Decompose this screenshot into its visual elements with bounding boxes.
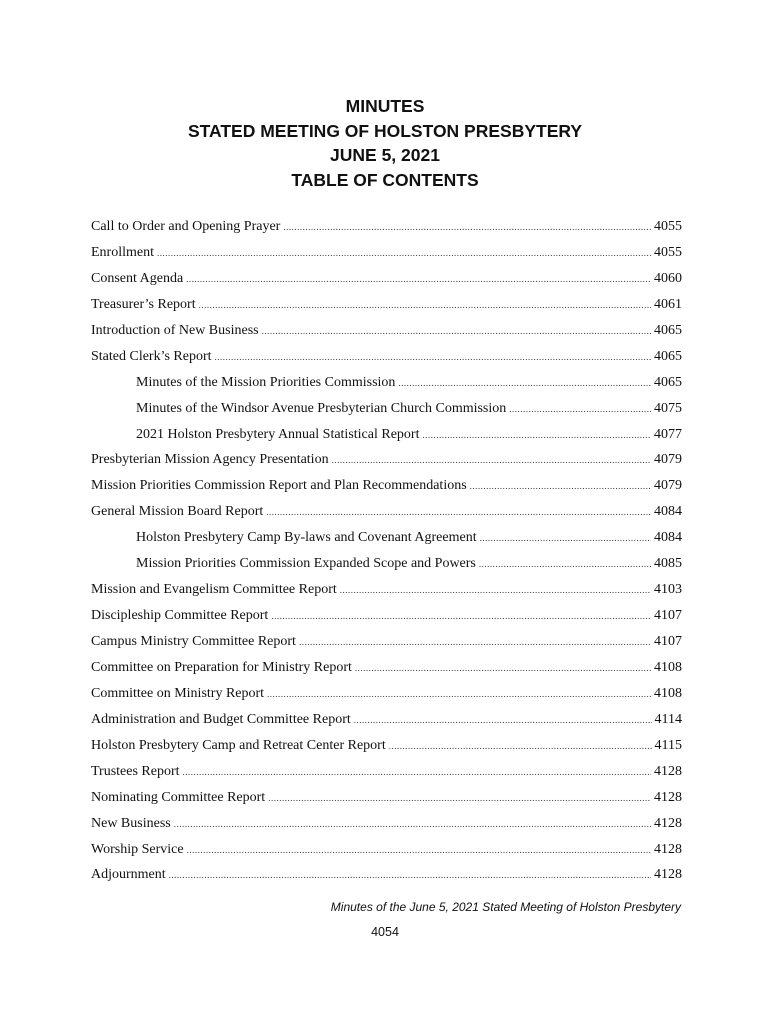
toc-entry-page: 4107 [654,608,682,624]
toc-entry-page: 4128 [654,815,682,831]
toc-entry-label: Mission Priorities Commission Report and Plan Recommendations [91,478,467,494]
toc-entry [91,449,682,475]
toc-entry [91,372,682,398]
toc-entry-label: Introduction of New Business [91,322,259,338]
toc-entry [91,605,682,631]
toc-dot-leader [187,839,651,861]
footer-caption: Minutes of the June 5, 2021 Stated Meeting of Holston Presbytery [330,900,681,914]
toc-entry-page: 4128 [654,763,682,779]
toc-dot-leader [174,813,651,835]
toc-entry-label: Mission Priorities Commission Expanded Scope and Powers [136,556,476,572]
toc-entry-label: Holston Presbytery Camp and Retreat Center Report [91,737,386,753]
toc-entry-page: 4084 [654,504,682,520]
toc-entry-page: 4085 [654,556,682,572]
toc-entry-label: Call to Order and Opening Prayer [91,219,281,234]
toc-entry-label: Discipleship Committee Report [91,608,269,624]
toc-entry-label: Committee on Preparation for Ministry Report [91,659,352,675]
toc-entry [91,683,682,709]
toc-entry-page: 4075 [654,400,682,416]
toc-dot-leader [283,216,651,238]
toc-entry [91,501,682,527]
toc-entry-label: Committee on Ministry Report [91,685,265,701]
toc-entry [91,320,682,346]
toc-dot-leader [262,320,651,342]
toc-entry-label: Mission and Evangelism Committee Report [91,582,337,598]
toc-entry-page: 4108 [654,685,682,701]
toc-entry [91,475,682,501]
toc-entry-page: 4079 [654,452,682,468]
toc-dot-leader [199,294,651,316]
toc-entry-page: 4079 [654,478,682,494]
toc-entry [91,398,682,424]
toc-entry-label: 2021 Holston Presbytery Annual Statistical Report [136,426,420,442]
toc-entry [91,657,682,683]
toc-dot-leader [157,242,651,264]
toc-entry-page: 4065 [654,322,682,338]
toc-entry [91,553,682,579]
toc-entry [91,424,682,450]
title-toc: TABLE OF CONTENTS [291,169,479,190]
toc-entry-label: Treasurer’s Report [91,296,196,312]
toc-dot-leader [480,527,651,549]
toc-entry [91,268,682,294]
toc-entry-label: Nominating Committee Report [91,789,266,805]
toc-entry-page: 4103 [654,582,682,598]
toc-entry-page: 4115 [654,737,682,753]
toc-dot-leader [422,424,651,446]
document-title [0,94,770,192]
toc-dot-leader [299,631,651,653]
toc-entry [91,242,682,268]
toc-dot-leader [398,372,651,394]
toc-dot-leader [509,398,651,420]
toc-entry-page: 4128 [654,841,682,857]
title-meeting: STATED MEETING OF HOLSTON PRESBYTERY [187,120,583,141]
toc-dot-leader [271,605,651,627]
toc-entry-label: Trustees Report [91,763,180,779]
toc-entry-page: 4108 [654,659,682,675]
toc-dot-leader [340,579,651,601]
toc-dot-leader [169,864,651,886]
title-date: JUNE 5, 2021 [330,145,440,165]
toc-entry-label: Stated Clerk’s Report [91,348,212,364]
toc-dot-leader [267,683,651,705]
toc-entry-page: 4055 [654,244,682,260]
toc-entry-label: New Business [91,815,171,831]
toc-entry-label: Worship Service [91,841,184,857]
toc-entry-label: Administration and Budget Committee Report [91,711,351,727]
toc-entry [91,631,682,657]
toc-entry-label: Minutes of the Mission Priorities Commission [136,374,396,390]
toc-entry [91,864,682,890]
toc-dot-leader [266,501,651,523]
toc-entry [91,216,682,242]
toc-entry [91,579,682,605]
toc-entry-label: Enrollment [91,244,154,260]
toc-entry-label: Campus Ministry Committee Report [91,634,296,649]
toc-entry [91,761,682,787]
title-minutes: MINUTES [345,96,425,116]
toc-entry-label: General Mission Board Report [91,504,264,520]
toc-entry [91,709,682,735]
toc-entry-page: 4055 [654,219,682,234]
toc-dot-leader [355,657,651,679]
toc-entry [91,527,682,553]
toc-entry-page: 4114 [654,711,682,727]
toc-entry [91,787,682,813]
toc-dot-leader [186,268,651,290]
toc-entry-page: 4065 [654,348,682,364]
toc-entry [91,839,682,865]
toc-entry-page: 4060 [654,270,682,286]
toc-dot-leader [470,475,651,497]
toc-entry-page: 4128 [654,789,682,805]
toc-entry-label: Presbyterian Mission Agency Presentation [91,452,329,468]
toc-dot-leader [389,735,652,757]
toc-entry-page: 4128 [654,867,682,883]
toc-entry [91,346,682,372]
toc-entry-page: 4061 [654,296,682,312]
page-number: 4054 [371,925,399,939]
toc-entry-label: Consent Agenda [91,270,184,286]
toc-entry-label: Holston Presbytery Camp By-laws and Covenant Agreement [136,530,477,546]
toc-dot-leader [183,761,651,783]
toc-entry [91,294,682,320]
toc-dot-leader [354,709,652,731]
toc-entry [91,813,682,839]
toc-dot-leader [332,449,651,471]
toc-dot-leader [479,553,651,575]
toc-entry-label: Adjournment [91,867,166,883]
toc-entry [91,735,682,761]
toc-entry-page: 4084 [654,530,682,546]
toc-entry-page: 4077 [654,426,682,442]
toc-entry-page: 4065 [654,374,682,390]
table-of-contents [91,216,682,890]
toc-dot-leader [268,787,651,809]
toc-dot-leader [215,346,651,368]
toc-entry-label: Minutes of the Windsor Avenue Presbyterian Church Commission [136,400,507,416]
toc-entry-page: 4107 [654,634,682,649]
